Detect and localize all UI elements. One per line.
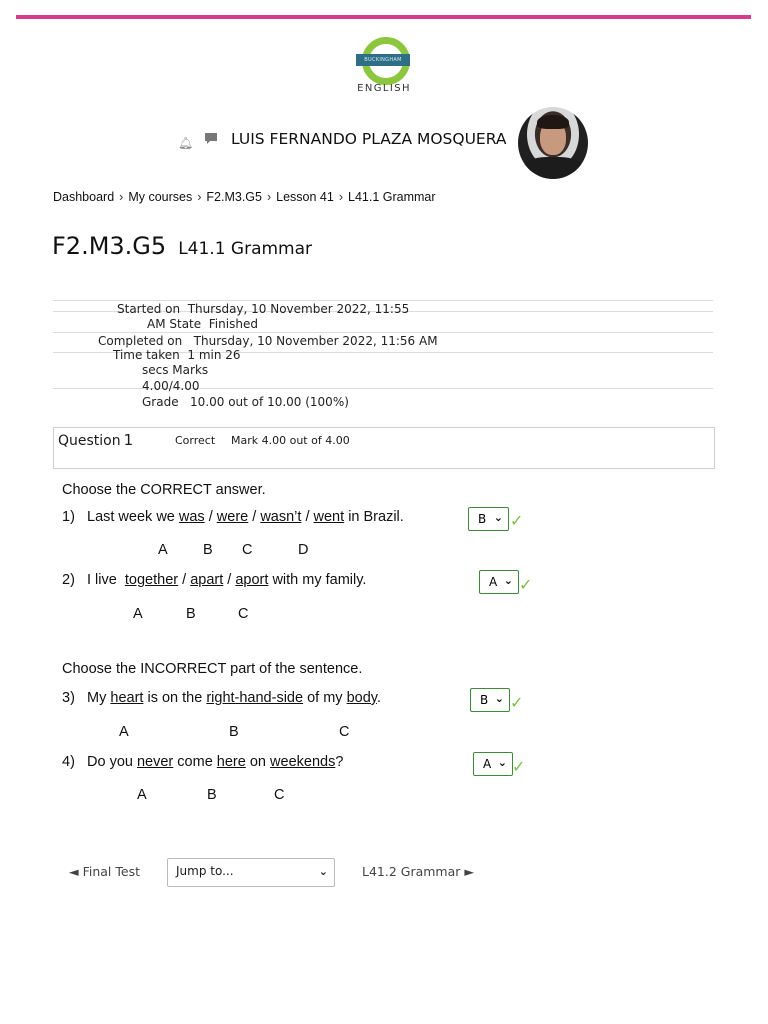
sentence-text: with my family. [272,572,367,588]
option-a: never [136,754,174,770]
logo-band: BUCKINGHAM [356,54,410,66]
state-label: AM State [147,317,202,331]
grade-row [142,395,349,409]
correct-check-icon: ✓ [510,511,524,530]
option-c: body [346,690,377,706]
sentence-text: ? [335,754,344,770]
breadcrumb-my-courses[interactable]: My courses [128,190,193,204]
answer-select-3[interactable] [470,688,510,712]
sentence-text: in Brazil. [348,509,404,525]
letter-b: B [186,606,196,622]
sentence-1 [62,509,404,525]
slash: / [208,509,213,525]
time-label: Time taken [113,348,180,362]
marks-value: 4.00/4.00 [142,379,200,393]
state-value: Finished [208,317,258,331]
letter-a: A [137,787,147,803]
correct-check-icon: ✓ [519,575,533,594]
avatar[interactable] [518,107,588,179]
selected-value: A [483,757,492,771]
sentence-text: of my [307,690,343,706]
option-b: right-hand-side [206,690,304,706]
next-activity-link[interactable]: L41.2 Grammar ► [362,864,474,879]
chevron-down-icon: ⌄ [318,865,328,878]
jump-to-select[interactable] [167,858,335,887]
prev-activity-link[interactable]: ◄ Final Test [69,864,140,879]
sentence-text: Last week we [87,509,175,525]
time-row [113,348,241,362]
divider [53,332,713,333]
breadcrumb-separator: › [119,190,124,204]
breadcrumb [53,190,436,204]
started-row [117,302,409,316]
correct-check-icon: ✓ [510,693,524,712]
letter-d: D [298,542,309,558]
correct-check-icon: ✓ [512,757,526,776]
sentence-text: I live [87,572,117,588]
option-b: were [216,509,249,525]
letter-a: A [158,542,168,558]
course-title: F2.M3.G5 [52,232,167,260]
page-title [52,232,312,260]
breadcrumb-separator: › [338,190,344,204]
option-c: wasn’t [260,509,302,525]
option-c: aport [235,572,269,588]
completed-row [98,334,438,348]
jump-to-placeholder: Jump to... [176,864,234,878]
slash: / [252,509,257,525]
question-word: Question [58,433,121,449]
item-number: 3) [62,690,75,706]
letter-a: A [133,606,143,622]
avatar-hair [537,115,569,129]
slash: / [305,509,310,525]
breadcrumb-activity[interactable]: L41.1 Grammar [348,190,436,204]
sentence-text: Do you [87,754,133,770]
marks-label: secs Marks [142,363,209,377]
started-label: Started on [117,302,181,316]
sentence-3 [62,690,381,706]
question-mark: Mark 4.00 out of 4.00 [231,434,350,447]
question-info [53,427,715,469]
user-name[interactable]: LUIS FERNANDO PLAZA MOSQUERA [231,130,507,148]
item-number: 4) [62,754,75,770]
avatar-body [522,157,584,179]
item-number: 1) [62,509,75,525]
letter-a: A [119,724,129,740]
chevron-down-icon: ⌄ [494,692,504,705]
instruction-correct: Choose the CORRECT answer. [62,482,266,498]
item-number: 2) [62,572,75,588]
selected-value: B [480,693,489,707]
chevron-down-icon: ⌄ [497,756,507,769]
time-value: 1 min 26 [187,348,241,362]
completed-value: Thursday, 10 November 2022, 11:56 AM [193,334,438,348]
bell-icon[interactable]: 🔔︎ [178,136,194,150]
sentence-text: come [177,754,213,770]
option-a: heart [110,690,144,706]
letter-c: C [339,724,350,740]
slash: / [227,572,232,588]
divider [53,300,713,301]
chevron-down-icon: ⌄ [503,574,513,587]
answer-select-2[interactable] [479,570,519,594]
letter-b: B [229,724,239,740]
option-d: went [313,509,345,525]
breadcrumb-lesson[interactable]: Lesson 41 [276,190,334,204]
sentence-text: . [376,690,381,706]
option-a: was [178,509,205,525]
breadcrumb-course[interactable]: F2.M3.G5 [206,190,262,204]
grade-label: Grade [142,395,179,409]
question-state: Correct [175,434,216,447]
chevron-down-icon: ⌄ [493,511,503,524]
letter-b: B [203,542,213,558]
option-c: weekends [270,754,336,770]
lesson-title: L41.1 Grammar [178,239,313,259]
question-label [58,431,133,449]
top-accent-bar [16,15,751,19]
chat-icon[interactable] [204,132,218,149]
option-b: here [216,754,246,770]
sentence-2 [62,572,366,588]
buckingham-english-logo[interactable] [354,37,414,95]
grade-value: 10.00 out of 10.00 (100%) [190,395,349,409]
slash: / [182,572,187,588]
sentence-text: is on the [147,690,203,706]
started-value: Thursday, 10 November 2022, 11:55 [187,302,410,316]
sentence-4 [62,754,343,770]
sentence-text: My [87,690,107,706]
option-b: apart [190,572,224,588]
letter-b: B [207,787,217,803]
letter-c: C [242,542,253,558]
logo-word: ENGLISH [357,83,411,94]
breadcrumb-separator: › [266,190,272,204]
answer-select-4[interactable] [473,752,513,776]
state-row [147,317,258,331]
completed-label: Completed on [98,334,183,348]
selected-value: A [489,575,498,589]
breadcrumb-separator: › [197,190,202,204]
letter-c: C [238,606,249,622]
question-number: 1 [123,431,134,449]
sentence-text: on [249,754,266,770]
breadcrumb-dashboard[interactable]: Dashboard [53,190,115,204]
selected-value: B [478,512,487,526]
answer-select-1[interactable] [468,507,509,531]
option-a: together [124,572,179,588]
letter-c: C [274,787,285,803]
instruction-incorrect: Choose the INCORRECT part of the sentence. [62,661,363,677]
